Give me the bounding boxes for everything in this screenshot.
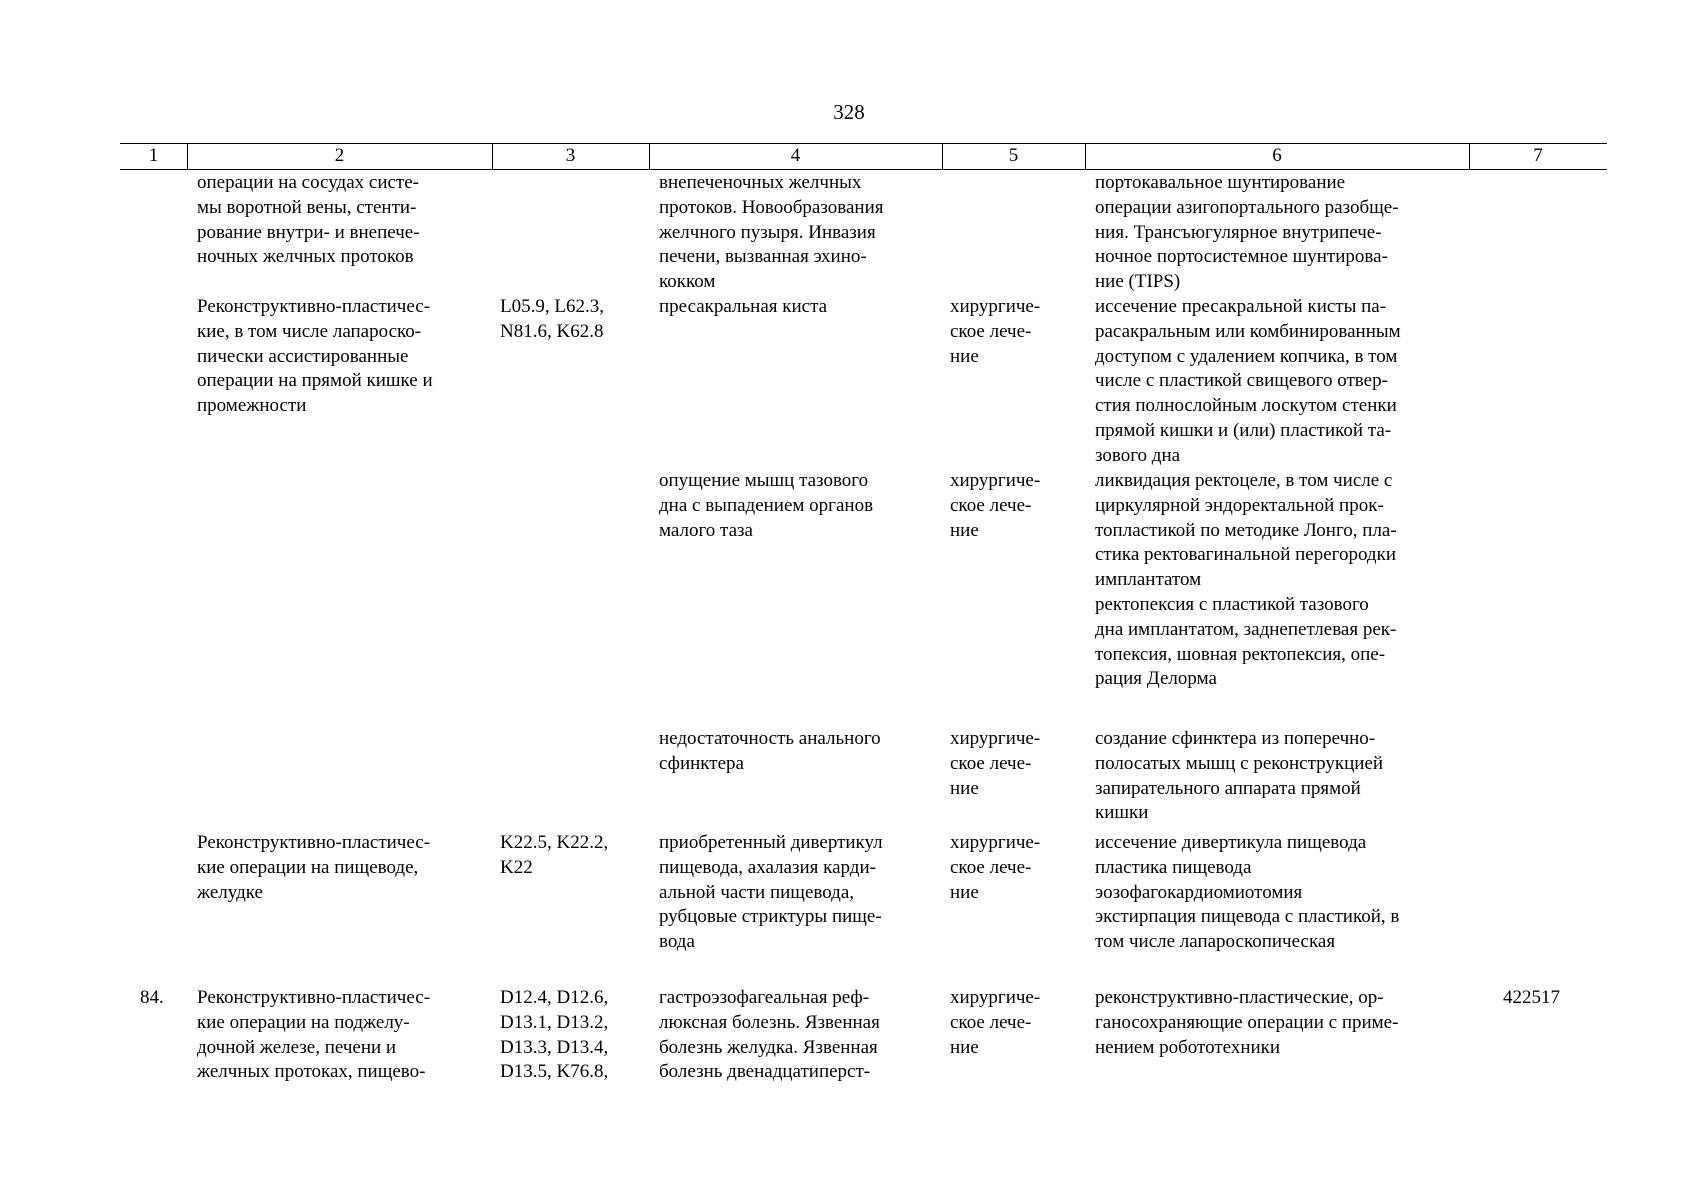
- header-col-5: 5: [1008, 145, 1019, 166]
- header-col-4: 4: [790, 145, 801, 166]
- cell-diagnosis: пресакральная киста: [659, 296, 828, 317]
- cell-treatment-type: хирургиче- ское лече- ние: [950, 987, 1041, 1058]
- cell-treatment-type: хирургиче- ское лече- ние: [950, 728, 1041, 799]
- header-col-3: 3: [565, 145, 576, 166]
- cell-method-group: Реконструктивно-пластичес- кие операции на поджелу- дочной железе, печени и желчных протоках, пищево-: [197, 987, 431, 1083]
- cell-method-group: операции на сосудах систе- мы воротной вены, стенти- рование внутри- и внепече- ночных желчных протоков: [197, 172, 420, 268]
- cell-row-number: 84.: [140, 987, 164, 1008]
- cell-diagnosis: опущение мышц тазового дна с выпадением органов малого таза: [659, 470, 874, 541]
- cell-method: создание сфинктера из поперечно- полосатых мышц с реконструкцией запирательного аппарата прямой кишки: [1095, 728, 1384, 824]
- header-col-7: 7: [1533, 145, 1543, 166]
- cell-method: иссечение пресакральной кисты па- расакральным или комбинированным доступом с удалением копчика, в том числе с пластикой свищевого отвер- стия полнослойным лоскутом стенки прямой кишки и (или) пластикой та- зового дна: [1095, 296, 1401, 466]
- cell-cost: 422517: [1503, 987, 1560, 1008]
- cell-method: реконструктивно-пластические, ор- ганосохраняющие операции с приме- нением робототехники: [1095, 987, 1399, 1058]
- cell-diagnosis: гастроэзофагеальная реф- люксная болезнь. Язвенная болезнь желудка. Язвенная болезнь двенадцатиперст-: [659, 987, 880, 1083]
- cell-method-group: Реконструктивно-пластичес- кие, в том числе лапароско- пически ассистированные операции на прямой кишке и промежности: [197, 296, 433, 417]
- cell-method: ликвидация ректоцеле, в том числе с циркулярной эндоректальной прок- топластикой по методике Лонго, пла- стика ректовагинальной перегородки имплантатом ректопексия с пластикой тазового дна имплантатом, заднепетлевая рек- топексия, шовная ректопексия, опе- рация Делорма: [1095, 470, 1397, 690]
- header-col-6: 6: [1272, 145, 1282, 166]
- cell-treatment-type: хирургиче- ское лече- ние: [950, 296, 1041, 367]
- cell-method: портокавальное шунтирование операции азигопортального разобще- ния. Трансъюгулярное внутрипече- ночное портосистемное шунтирова- ние (TIPS): [1095, 172, 1399, 293]
- cell-diagnosis: недостаточность анального сфинктера: [659, 728, 881, 774]
- cell-diagnosis: внепеченочных желчных протоков. Новообразования желчного пузыря. Инвазия печени, вызванная эхино- кокком: [659, 172, 884, 293]
- cell-treatment-type: хирургиче- ское лече- ние: [950, 470, 1041, 541]
- cell-icd-codes: D12.4, D12.6, D13.1, D13.2, D13.3, D13.4, D13.5, K76.8,: [500, 987, 609, 1083]
- header-col-2: 2: [334, 145, 345, 166]
- page-number: 328: [833, 100, 865, 124]
- header-bottom-rule: [120, 169, 1607, 170]
- cell-diagnosis: приобретенный дивертикул пищевода, ахалазия карди- альной части пищевода, рубцовые стриктуры пище- вода: [659, 832, 883, 953]
- cell-icd-codes: K22.5, K22.2, K22: [500, 832, 609, 878]
- cell-method: иссечение дивертикула пищевода пластика пищевода эозофагокардиомиотомия экстирпация пищевода с пластикой, в том числе лапароскопическая: [1095, 832, 1400, 953]
- cell-treatment-type: хирургиче- ское лече- ние: [950, 832, 1041, 903]
- cell-method-group: Реконструктивно-пластичес- кие операции на пищеводе, желудке: [197, 832, 431, 903]
- header-col-1: 1: [148, 145, 159, 166]
- cell-icd-codes: L05.9, L62.3, N81.6, K62.8: [500, 296, 604, 342]
